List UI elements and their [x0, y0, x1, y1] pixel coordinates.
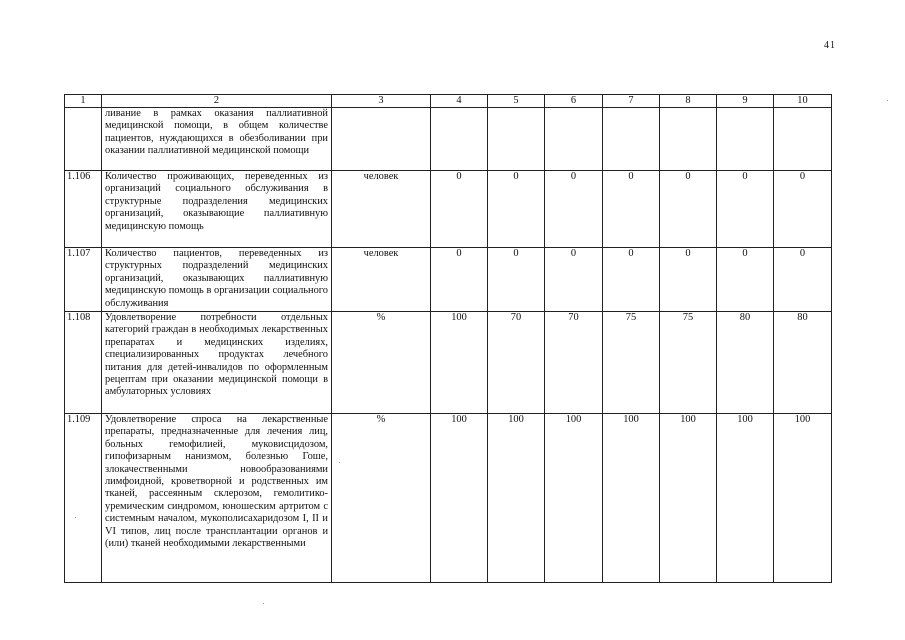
header-cell: 5: [488, 95, 545, 108]
header-cell: 2: [102, 95, 332, 108]
value-cell: 100: [488, 414, 545, 583]
header-cell: 1: [65, 95, 102, 108]
indicator-name: Удовлетворение спроса на лекарственные препараты, предназначенные для лечения лиц, больных гемофилией, муковисцидозом, гипофизарным нанизмом, болезнью Гоше, злокачественными новообразованиями лимфоидной, кроветворной и родственных им тканей, рассеянным склерозом, гемолитико-уремическим синдромом, юношеским артритом с системным началом, мукополисахаридозом I, II и VI типов, лиц после трансплантации органов и (или) тканей необходимыми лекарственными: [102, 414, 332, 583]
column-number-header-row: [65, 95, 832, 108]
header-cell: 3: [332, 95, 431, 108]
table-row: [65, 171, 832, 248]
value-cell: 75: [603, 312, 660, 414]
row-number: 1.109: [65, 414, 102, 583]
scan-speck: [339, 462, 340, 463]
indicators-table: [64, 94, 832, 583]
indicator-name: Количество пациентов, переведенных из структурных подразделений медицинских организаций, оказывающих паллиативную медицинскую помощь в организации социального обслуживания: [102, 248, 332, 312]
value-cell: [660, 108, 717, 171]
value-cell: 100: [660, 414, 717, 583]
value-cell: 0: [660, 248, 717, 312]
value-cell: 100: [717, 414, 774, 583]
page-number: 41: [824, 40, 836, 51]
value-cell: 0: [431, 171, 488, 248]
value-cell: 100: [545, 414, 603, 583]
value-cell: 0: [488, 248, 545, 312]
value-cell: 0: [545, 171, 603, 248]
scan-speck: [75, 517, 76, 518]
table-row: [65, 108, 832, 171]
value-cell: 100: [431, 312, 488, 414]
value-cell: 100: [603, 414, 660, 583]
row-number: 1.106: [65, 171, 102, 248]
value-cell: 0: [603, 248, 660, 312]
row-number: [65, 108, 102, 171]
value-cell: 0: [431, 248, 488, 312]
header-cell: 9: [717, 95, 774, 108]
value-cell: 80: [717, 312, 774, 414]
value-cell: [545, 108, 603, 171]
value-cell: 0: [774, 171, 832, 248]
value-cell: 100: [774, 414, 832, 583]
value-cell: 100: [431, 414, 488, 583]
header-cell: 8: [660, 95, 717, 108]
unit-cell: %: [332, 312, 431, 414]
value-cell: 75: [660, 312, 717, 414]
scan-speck: [887, 100, 888, 101]
value-cell: 0: [660, 171, 717, 248]
value-cell: [603, 108, 660, 171]
scan-speck: [263, 603, 264, 604]
value-cell: 0: [717, 171, 774, 248]
unit-cell: [332, 108, 431, 171]
value-cell: 0: [717, 248, 774, 312]
indicator-name: Удовлетворение потребности отдельных категорий граждан в необходимых лекарственных препаратах и медицинских изделиях, специализированных продуктах лечебного питания для детей-инвалидов по оформленным рецептам при оказании медицинской помощи в амбулаторных условиях: [102, 312, 332, 414]
indicator-name: Количество проживающих, переведенных из организаций социального обслуживания в структурные подразделения медицинских организаций, оказывающие паллиативную медицинскую помощь: [102, 171, 332, 248]
row-number: 1.107: [65, 248, 102, 312]
value-cell: 80: [774, 312, 832, 414]
value-cell: [431, 108, 488, 171]
unit-cell: %: [332, 414, 431, 583]
value-cell: [774, 108, 832, 171]
value-cell: 0: [488, 171, 545, 248]
table-row: [65, 248, 832, 312]
value-cell: [488, 108, 545, 171]
value-cell: 0: [545, 248, 603, 312]
table-row: [65, 312, 832, 414]
value-cell: [717, 108, 774, 171]
unit-cell: человек: [332, 248, 431, 312]
header-cell: 4: [431, 95, 488, 108]
header-cell: 6: [545, 95, 603, 108]
value-cell: 0: [774, 248, 832, 312]
value-cell: 0: [603, 171, 660, 248]
header-cell: 10: [774, 95, 832, 108]
value-cell: 70: [488, 312, 545, 414]
unit-cell: человек: [332, 171, 431, 248]
value-cell: 70: [545, 312, 603, 414]
indicator-name: ливание в рамках оказания паллиативной медицинской помощи, в общем количестве пациентов, нуждающихся в обезболивании при оказании паллиативной медицинской помощи: [102, 108, 332, 171]
table-row: [65, 414, 832, 583]
row-number: 1.108: [65, 312, 102, 414]
header-cell: 7: [603, 95, 660, 108]
